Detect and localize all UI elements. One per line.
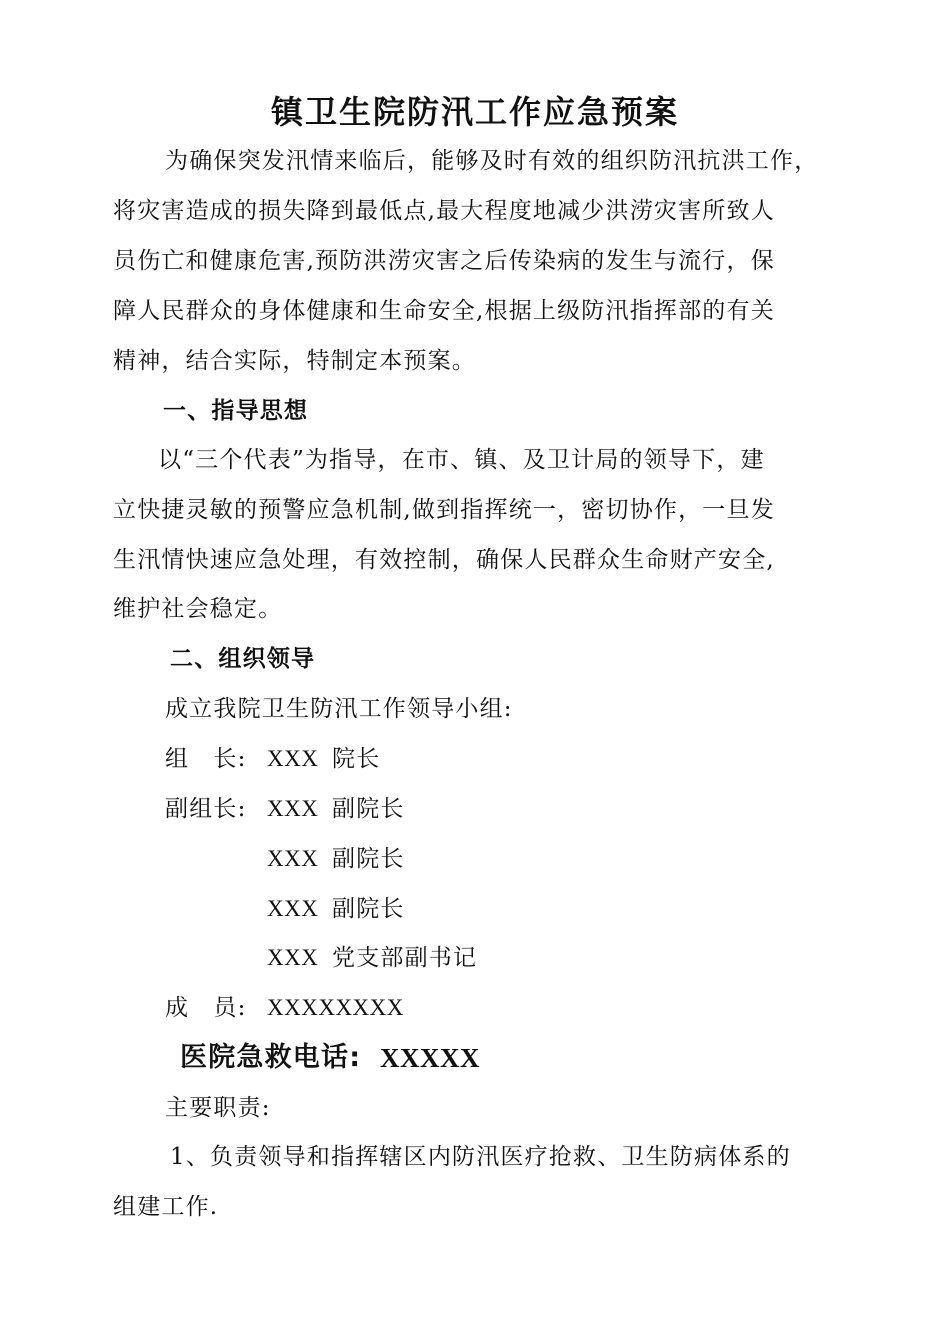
intro-line-2: 将灾害造成的损失降到最低点,最大程度地减少洪涝灾害所致人 xyxy=(113,198,775,224)
section1-line-4: 维护社会稳定。 xyxy=(113,596,283,622)
deputy-label: 副组长: xyxy=(165,796,247,822)
intro-line-3: 员伤亡和健康危害,预防洪涝灾害之后传染病的发生与流行，保 xyxy=(113,248,775,274)
deputy-2-title: 副院长 xyxy=(332,846,405,872)
duties-heading: 主要职责: xyxy=(165,1095,271,1121)
section2-intro: 成立我院卫生防汛工作领导小组: xyxy=(165,696,513,722)
section1-heading: 一、指导思想 xyxy=(163,398,309,424)
deputy-3-name: XXX xyxy=(267,896,319,921)
leader-title: 院长 xyxy=(332,746,381,772)
duty-1-line-1: 1、负责领导和指挥辖区内防汛医疗抢救、卫生防病体系的 xyxy=(170,1144,791,1170)
leader-label: 组 长: xyxy=(165,746,247,772)
members-label: 成 员: xyxy=(165,995,247,1021)
members-value: XXXXXXXX xyxy=(267,995,404,1020)
deputy-1-title: 副院长 xyxy=(332,796,405,822)
deputy-3-title: 副院长 xyxy=(332,896,405,922)
section1-line-1: 以“三个代表”为指导，在市、镇、及卫计局的领导下，建 xyxy=(158,447,765,473)
emergency-phone-label: 医院急救电话: xyxy=(180,1042,362,1073)
emergency-phone-value: XXXXX xyxy=(380,1043,480,1073)
intro-line-4: 障人民群众的身体健康和生命安全,根据上级防汛指挥部的有关 xyxy=(113,298,775,324)
document-title: 镇卫生院防汛工作应急预案 xyxy=(270,93,679,131)
section1-line-3: 生汛情快速应急处理，有效控制，确保人民群众生命财产安全, xyxy=(113,547,775,573)
deputy-4-title: 党支部副书记 xyxy=(332,945,478,971)
leader-name: XXX xyxy=(267,746,319,771)
section1-line-2: 立快捷灵敏的预警应急机制,做到指挥统一，密切协作，一旦发 xyxy=(113,497,775,523)
deputy-4-name: XXX xyxy=(267,945,319,970)
intro-line-1: 为确保突发汛情来临后，能够及时有效的组织防汛抗洪工作， xyxy=(165,148,819,174)
section2-heading: 二、组织领导 xyxy=(170,646,316,672)
deputy-1-name: XXX xyxy=(267,796,319,821)
duty-1-line-2: 组建工作. xyxy=(113,1194,219,1220)
deputy-2-name: XXX xyxy=(267,846,319,871)
intro-line-5: 精神，结合实际，特制定本预案。 xyxy=(113,348,476,374)
